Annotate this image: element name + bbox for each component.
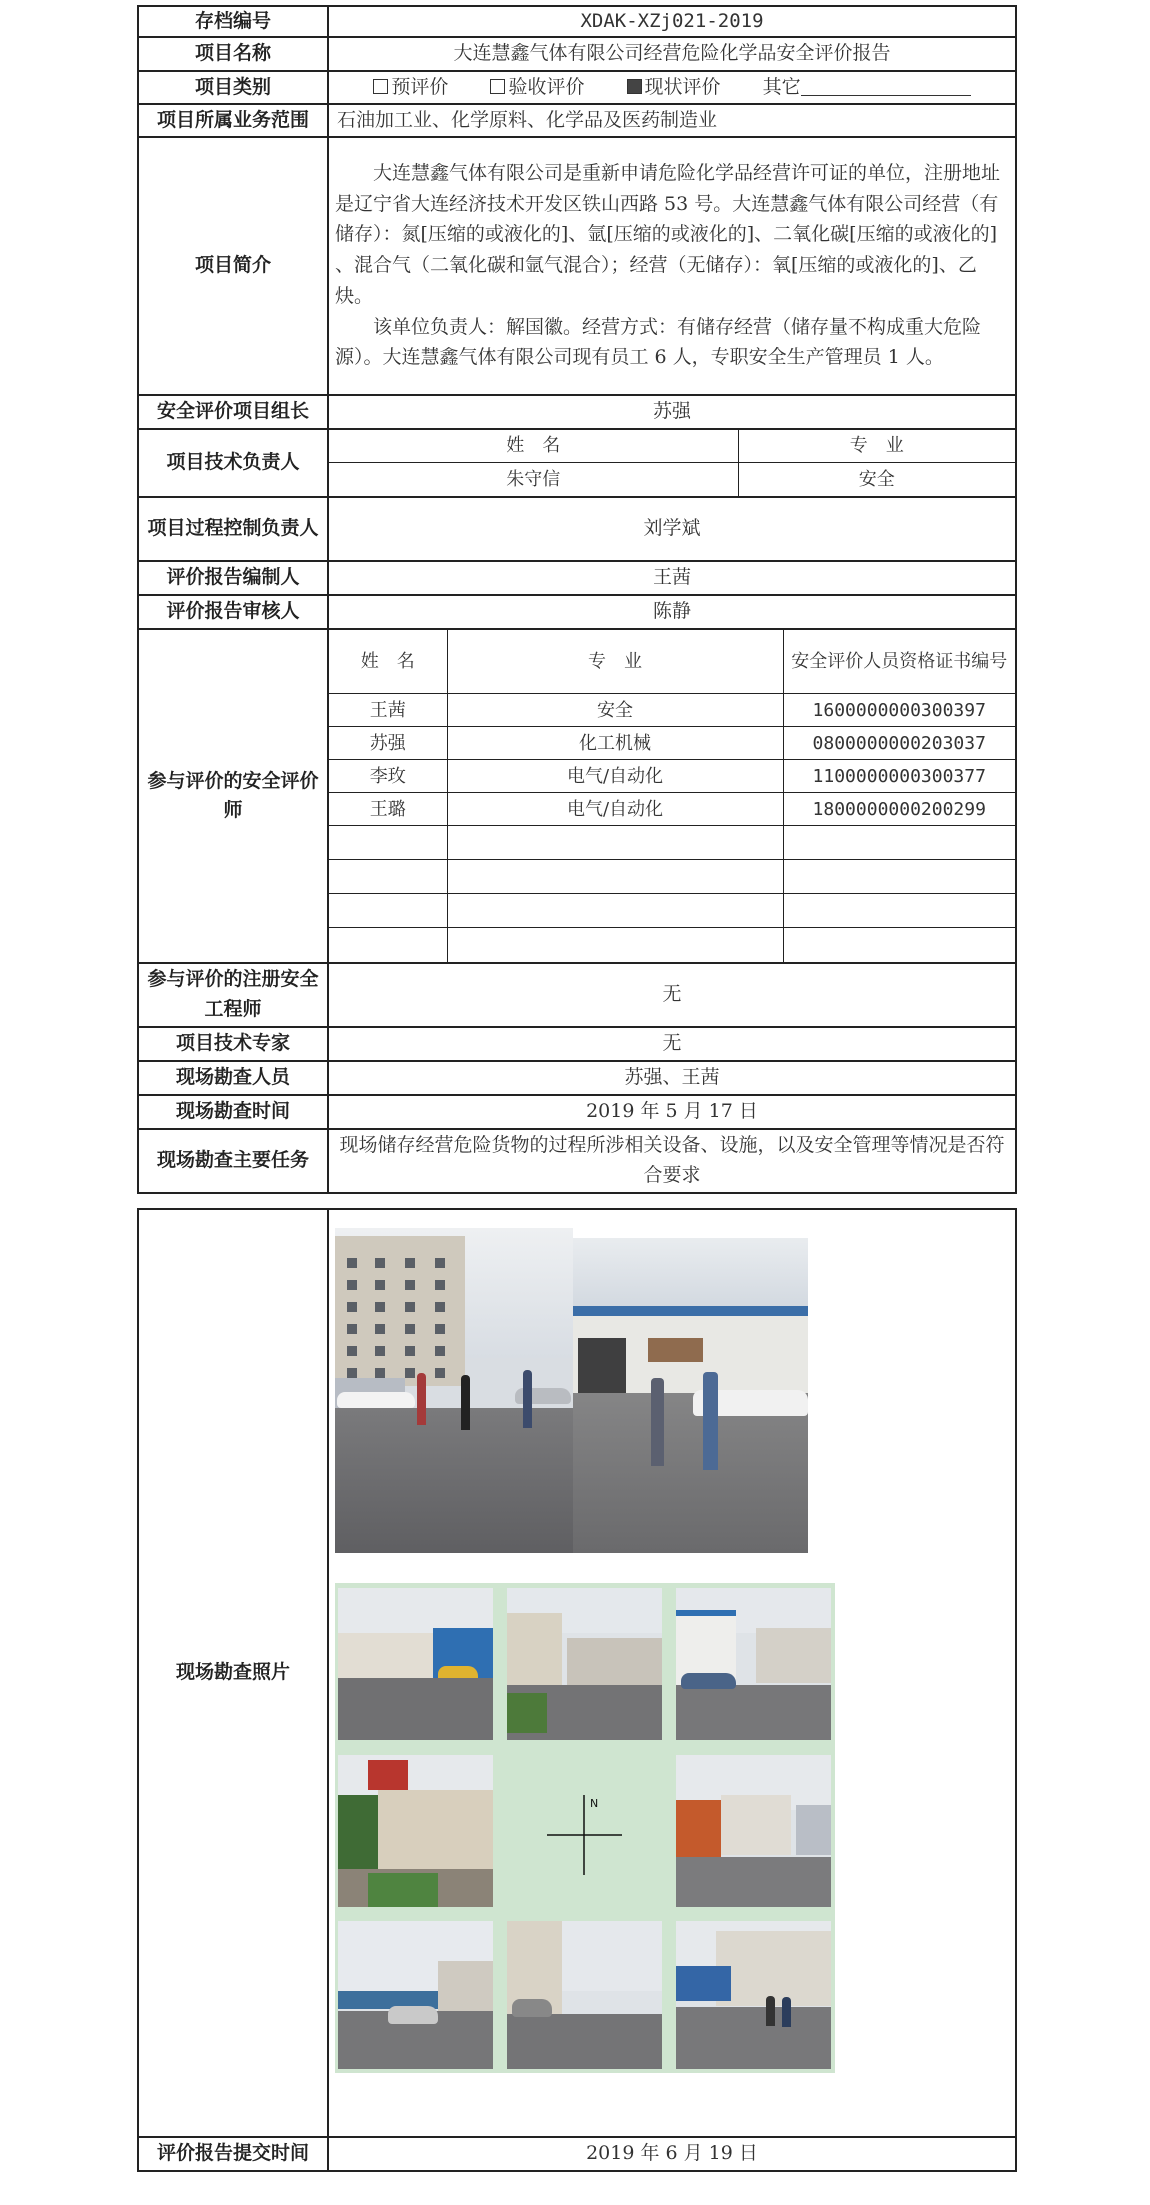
photo-area <box>329 1218 1015 2128</box>
site-photo <box>507 1921 662 2069</box>
site-photo <box>676 1755 831 1907</box>
evaluation-form <box>137 5 1015 2172</box>
assessor-cert: 1100000000300377 <box>783 760 1015 793</box>
photos-label: 现场勘查照片 <box>138 1209 328 2137</box>
photo-table <box>137 1208 1017 2172</box>
north-arrow-icon <box>507 1755 662 1907</box>
option-pre-eval[interactable]: 预评价 <box>373 73 448 102</box>
tech-lead-col-major: 专 业 <box>738 430 1015 463</box>
option-other: 其它 <box>763 76 971 98</box>
photo-collage <box>335 1583 835 2073</box>
reviewer-value: 陈静 <box>328 595 1016 629</box>
surveyors-value: 苏强、王茜 <box>328 1061 1016 1095</box>
engineers-label: 参与评价的注册安全工程师 <box>138 963 328 1027</box>
empty-row <box>329 860 1015 894</box>
table-row <box>329 793 1015 826</box>
surveyors-label: 现场勘查人员 <box>138 1061 328 1095</box>
table-row <box>329 694 1015 727</box>
project-name-value: 大连慧鑫气体有限公司经营危险化学品安全评价报告 <box>328 37 1016 71</box>
compiler-value: 王茜 <box>328 561 1016 595</box>
assessor-major: 电气/自动化 <box>447 793 783 826</box>
archive-no-value: XDAK-XZj021-2019 <box>328 6 1016 37</box>
assessor-name: 王璐 <box>329 793 447 826</box>
tech-lead-table <box>329 430 1015 496</box>
site-photo <box>335 1228 573 1553</box>
table-row <box>329 760 1015 793</box>
checkbox-unchecked-icon <box>373 79 388 94</box>
assessor-name: 王茜 <box>329 694 447 727</box>
empty-row <box>329 826 1015 860</box>
option-acceptance-eval[interactable]: 验收评价 <box>490 73 584 102</box>
project-type-options <box>328 71 1016 104</box>
team-leader-value: 苏强 <box>328 395 1016 429</box>
assessor-major: 电气/自动化 <box>447 760 783 793</box>
other-blank-line <box>801 77 971 96</box>
survey-time-label: 现场勘查时间 <box>138 1095 328 1129</box>
checkbox-checked-icon <box>627 79 642 94</box>
site-photo <box>338 1921 493 2069</box>
survey-task-label: 现场勘查主要任务 <box>138 1129 328 1193</box>
site-photo <box>573 1238 808 1553</box>
project-name-label: 项目名称 <box>138 37 328 71</box>
experts-value: 无 <box>328 1027 1016 1061</box>
empty-row <box>329 928 1015 962</box>
site-photo <box>676 1921 831 2069</box>
intro-paragraph-1: 大连慧鑫气体有限公司是重新申请危险化学品经营许可证的单位，注册地址是辽宁省大连经济技术开发区铁山西路 53 号。大连慧鑫气体有限公司经营（有储存）：氮[压缩的或液化的]、氩[压缩的或液化的]、二氧化碳[压缩的或液化的] 、混合气（二氧化碳和氩气混合）；经营（无储存）：氧[压缩的或液化的]、乙炔。 <box>335 161 1001 307</box>
tech-lead-major: 安全 <box>738 463 1015 496</box>
survey-task-value: 现场储存经营危险货物的过程所涉相关设备、设施，以及安全管理等情况是否符合要求 <box>328 1129 1016 1193</box>
assessor-cert: 1600000000300397 <box>783 694 1015 727</box>
option-status-eval[interactable]: 现状评价 <box>627 73 721 102</box>
assessors-label: 参与评价的安全评价师 <box>138 629 328 963</box>
survey-time-value: 2019 年 5 月 17 日 <box>328 1095 1016 1129</box>
intro-paragraph-2: 该单位负责人：解国徽。经营方式：有储存经营（储存量不构成重大危险源）。大连慧鑫气体有限公司现有员工 6 人，专职安全生产管理员 1 人。 <box>335 315 982 369</box>
assessors-table <box>329 630 1015 962</box>
assessor-name: 苏强 <box>329 727 447 760</box>
assessor-major: 化工机械 <box>447 727 783 760</box>
assessor-cert: 0800000000203037 <box>783 727 1015 760</box>
empty-row <box>329 894 1015 928</box>
experts-label: 项目技术专家 <box>138 1027 328 1061</box>
tech-lead-label: 项目技术负责人 <box>138 429 328 497</box>
assessor-cert: 1800000000200299 <box>783 793 1015 826</box>
process-lead-label: 项目过程控制负责人 <box>138 497 328 561</box>
info-table <box>137 5 1017 1194</box>
scope-value: 石油加工业、化学原料、化学品及医药制造业 <box>328 104 1016 137</box>
assessors-header-name: 姓 名 <box>329 630 447 694</box>
north-arrow-panel <box>507 1755 662 1907</box>
site-photo <box>338 1588 493 1740</box>
north-label: N <box>590 1796 599 1810</box>
scope-label: 项目所属业务范围 <box>138 104 328 137</box>
assessors-header-major: 专 业 <box>447 630 783 694</box>
compiler-label: 评价报告编制人 <box>138 561 328 595</box>
submit-time-value: 2019 年 6 月 19 日 <box>328 2137 1016 2171</box>
archive-no-label: 存档编号 <box>138 6 328 37</box>
engineers-value: 无 <box>328 963 1016 1027</box>
table-row <box>329 727 1015 760</box>
checkbox-unchecked-icon <box>490 79 505 94</box>
assessor-name: 李玫 <box>329 760 447 793</box>
intro-text <box>328 137 1016 395</box>
intro-label: 项目简介 <box>138 137 328 395</box>
tech-lead-col-name: 姓 名 <box>329 430 738 463</box>
submit-time-label: 评价报告提交时间 <box>138 2137 328 2171</box>
project-type-label: 项目类别 <box>138 71 328 104</box>
assessor-major: 安全 <box>447 694 783 727</box>
process-lead-value: 刘学斌 <box>328 497 1016 561</box>
site-photo <box>676 1588 831 1740</box>
site-photo <box>338 1755 493 1907</box>
tech-lead-name: 朱守信 <box>329 463 738 496</box>
reviewer-label: 评价报告审核人 <box>138 595 328 629</box>
assessors-header-cert: 安全评价人员资格证书编号 <box>783 630 1015 694</box>
site-photo <box>507 1588 662 1740</box>
team-leader-label: 安全评价项目组长 <box>138 395 328 429</box>
